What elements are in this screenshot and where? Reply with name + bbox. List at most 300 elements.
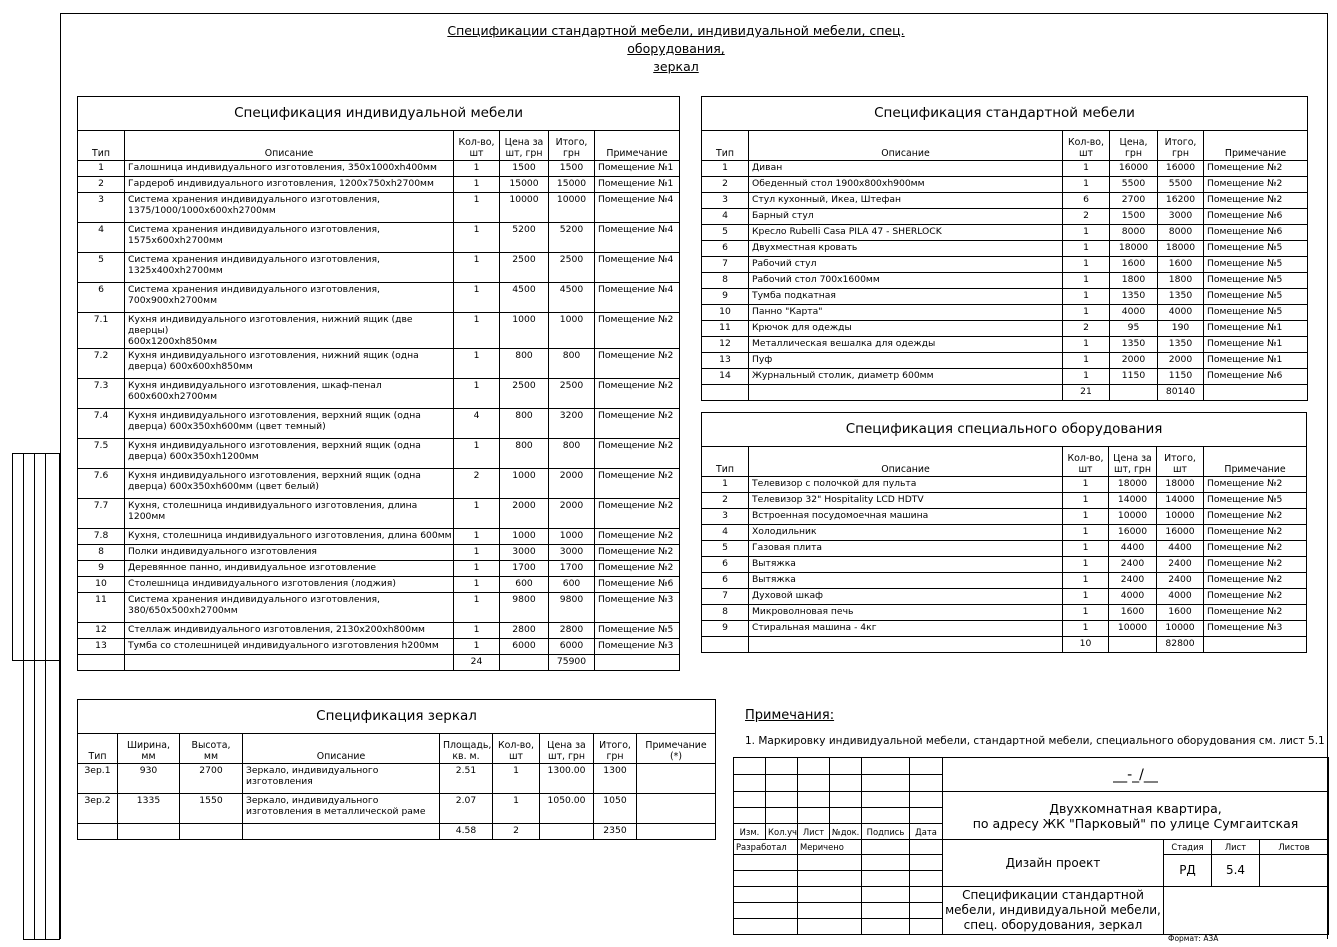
table-cell: 10000: [1157, 509, 1204, 525]
table-cell: 2400: [1109, 557, 1157, 573]
table-row: [702, 353, 1308, 369]
table-row: [78, 545, 680, 561]
table-cell: Тумба подкатная: [749, 289, 1063, 305]
table-cell: 18000: [1157, 477, 1204, 493]
table-row: [78, 313, 680, 349]
table-cell: Помещение №2: [595, 439, 680, 469]
design-label: Дизайн проект: [943, 840, 1164, 886]
table-cell: 1: [1063, 353, 1110, 369]
table-cell: 3: [702, 193, 749, 209]
table-cell: 1150: [1158, 369, 1204, 385]
table-cell: Система хранения индивидуального изготовления, 1325x400xh2700мм: [125, 253, 454, 283]
table-cell: 4000: [1109, 589, 1157, 605]
table-cell: Помещение №2: [595, 379, 680, 409]
table-cell: 1350: [1110, 289, 1158, 305]
note-item: 1. Маркировку индивидуальной мебели, стандартной мебели, специального оборудования см. лист 5.1: [745, 735, 1325, 747]
table-cell: Помещение №3: [595, 639, 680, 655]
table-cell: Зеркало, индивидуального изготовления в металлической раме: [243, 794, 440, 824]
table-cell: Кухня индивидуального изготовления, верхний ящик (одна дверца) 600x350xh600мм (цвет белый): [125, 469, 454, 499]
table-row: [702, 573, 1307, 589]
table-cell: [1110, 385, 1158, 401]
table-cell: Помещение №4: [595, 223, 680, 253]
column-header: Примечание: [1204, 447, 1307, 477]
table-cell: 4000: [1157, 589, 1204, 605]
table-row: [702, 621, 1307, 637]
column-header: Кол-во, шт: [1063, 131, 1110, 161]
table-cell: 2000: [1110, 353, 1158, 369]
project-title: Двухкомнатная квартира, по адресу ЖК "Парковый" по улице Сумгаитская: [943, 792, 1329, 840]
table-cell: 12: [78, 623, 125, 639]
table-cell: 1: [493, 764, 540, 794]
table-cell: Помещение №2: [1204, 525, 1307, 541]
table-cell: 10: [702, 305, 749, 321]
table-cell: 2500: [549, 379, 595, 409]
table-cell: 3000: [1158, 209, 1204, 225]
table-cell: 10000: [500, 193, 549, 223]
table-cell: 10000: [1157, 621, 1204, 637]
table-cell: Галошница индивидуального изготовления, 350x1000xh400мм: [125, 161, 454, 177]
table-row: [78, 623, 680, 639]
table-cell: 1000: [549, 529, 595, 545]
table-cell: 3000: [549, 545, 595, 561]
table-cell: 8000: [1110, 225, 1158, 241]
table-cell: 1: [454, 499, 500, 529]
table-cell: [749, 637, 1063, 653]
column-header: Кол-во, шт: [454, 131, 500, 161]
table-cell: 2400: [1157, 557, 1204, 573]
table-row: [702, 177, 1308, 193]
table-cell: Помещение №5: [1204, 257, 1308, 273]
column-header: Итого, грн: [594, 734, 637, 764]
table-row: [702, 477, 1307, 493]
table-cell: 1: [1063, 525, 1109, 541]
table-cell: 930: [118, 764, 180, 794]
table-cell: Кухня индивидуального изготовления, нижний ящик (две дверцы) 600x1200xh850мм: [125, 313, 454, 349]
table-cell: 1: [1063, 305, 1110, 321]
table-cell: 1: [1063, 589, 1109, 605]
table-header-row: [78, 131, 680, 161]
table-cell: Двухместная кровать: [749, 241, 1063, 257]
table-cell: Зеркало, индивидуального изготовления: [243, 764, 440, 794]
table-cell: 1: [454, 283, 500, 313]
table-cell: 1335: [118, 794, 180, 824]
table-cell: Помещение №4: [595, 193, 680, 223]
table-cell: 7.6: [78, 469, 125, 499]
table-cell: 1350: [1158, 337, 1204, 353]
table-cell: 1: [1063, 557, 1109, 573]
table-cell: 75900: [549, 655, 595, 671]
table-cell: 1: [493, 794, 540, 824]
table-cell: [702, 385, 749, 401]
col-label-list: Лист: [798, 824, 830, 840]
table-row: [702, 193, 1308, 209]
table-cell: 4400: [1109, 541, 1157, 557]
table-cell: 2500: [500, 379, 549, 409]
col-label-izm: Изм.: [734, 824, 766, 840]
table-row: [78, 529, 680, 545]
table-cell: 1800: [1110, 273, 1158, 289]
table-cell: 5: [702, 225, 749, 241]
table-cell: 16000: [1109, 525, 1157, 541]
table-cell: 1050.00: [540, 794, 594, 824]
column-header: Описание: [125, 131, 454, 161]
table-cell: Холодильник: [749, 525, 1063, 541]
table-cell: Зер.2: [78, 794, 118, 824]
table-cell: Рабочий стол 700x1600мм: [749, 273, 1063, 289]
table-cell: Рабочий стул: [749, 257, 1063, 273]
stage-value: РД: [1164, 854, 1212, 886]
column-header: Высота, мм: [180, 734, 243, 764]
table-cell: 13: [702, 353, 749, 369]
table-cell: 1: [454, 177, 500, 193]
table-cell: [637, 794, 716, 824]
table-cell: 1700: [500, 561, 549, 577]
table-cell: [1204, 385, 1308, 401]
table-row: [702, 273, 1308, 289]
table-cell: Крючок для одежды: [749, 321, 1063, 337]
table-header-row: [78, 734, 716, 764]
table-cell: 1: [1063, 337, 1110, 353]
table-cell: 9800: [500, 593, 549, 623]
table-cell: 7.7: [78, 499, 125, 529]
table-row: [702, 493, 1307, 509]
table-row: [78, 593, 680, 623]
table-cell: Помещение №6: [1204, 369, 1308, 385]
table-cell: 1: [1063, 509, 1109, 525]
table-cell: 8000: [1158, 225, 1204, 241]
table-cell: 2500: [549, 253, 595, 283]
table-cell: 10000: [1109, 621, 1157, 637]
individual-furniture-table: [77, 96, 680, 671]
column-header: Цена за шт, грн: [540, 734, 594, 764]
table-cell: 800: [500, 439, 549, 469]
column-header: Цена, грн: [1110, 131, 1158, 161]
table-cell: 5200: [549, 223, 595, 253]
table-cell: 1: [454, 379, 500, 409]
table-cell: 4: [702, 209, 749, 225]
table-cell: 15000: [549, 177, 595, 193]
table-cell: 1000: [500, 469, 549, 499]
table-row: [78, 439, 680, 469]
table-cell: Панно "Карта": [749, 305, 1063, 321]
table-cell: [749, 385, 1063, 401]
table-cell: Кухня индивидуального изготовления, нижний ящик (одна дверца) 600x600xh850мм: [125, 349, 454, 379]
total-row: [78, 655, 680, 671]
table-cell: Телевизор 32" Hospitality LCD HDTV: [749, 493, 1063, 509]
col-label-signature: Подпись: [862, 824, 910, 840]
table-cell: Вытяжка: [749, 573, 1063, 589]
table-cell: [78, 655, 125, 671]
table-cell: 1300.00: [540, 764, 594, 794]
column-header: Итого, грн: [549, 131, 595, 161]
table-row: [702, 241, 1308, 257]
table-cell: 1: [454, 593, 500, 623]
notes-heading: Примечания:: [745, 708, 835, 723]
table-cell: 2800: [549, 623, 595, 639]
column-header: Итого, грн: [1158, 131, 1204, 161]
table-cell: 1: [454, 223, 500, 253]
table-cell: [78, 824, 118, 840]
table-cell: 11: [702, 321, 749, 337]
table-cell: Помещение №2: [595, 349, 680, 379]
table-cell: Металлическая вешалка для одежды: [749, 337, 1063, 353]
table-cell: 800: [549, 439, 595, 469]
table-cell: 1000: [500, 529, 549, 545]
table-cell: Помещение №1: [1204, 337, 1308, 353]
column-header: Цена за шт, грн: [1109, 447, 1157, 477]
table-cell: 6: [78, 283, 125, 313]
column-header: Описание: [243, 734, 440, 764]
table-cell: Помещение №4: [595, 283, 680, 313]
table-cell: 6: [1063, 193, 1110, 209]
table-cell: Обеденный стол 1900x800xh900мм: [749, 177, 1063, 193]
table-cell: Помещение №1: [595, 161, 680, 177]
table-cell: Помещение №2: [1204, 573, 1307, 589]
table-cell: 2000: [1158, 353, 1204, 369]
table-cell: 1: [454, 529, 500, 545]
table-cell: 15000: [500, 177, 549, 193]
table-cell: 82800: [1157, 637, 1204, 653]
table-cell: Помещение №2: [595, 499, 680, 529]
table-cell: Помещение №3: [595, 593, 680, 623]
table-cell: Диван: [749, 161, 1063, 177]
special-equipment-table: [701, 412, 1307, 653]
column-header: Примечание: [595, 131, 680, 161]
table-cell: 1000: [549, 313, 595, 349]
table-row: [702, 305, 1308, 321]
table-cell: 10: [78, 577, 125, 593]
table-cell: 4400: [1157, 541, 1204, 557]
table-row: [78, 764, 716, 794]
table-cell: 5: [702, 541, 749, 557]
table-cell: 16000: [1158, 161, 1204, 177]
table-cell: 2350: [594, 824, 637, 840]
table-cell: Микроволновая печь: [749, 605, 1063, 621]
table-cell: Система хранения индивидуального изготовления, 1375/1000/1000x600xh2700мм: [125, 193, 454, 223]
table-cell: 2000: [549, 469, 595, 499]
table-row: [702, 257, 1308, 273]
table-cell: Тумба со столешницей индивидуального изготовления h200мм: [125, 639, 454, 655]
table-cell: [1109, 637, 1157, 653]
table-cell: Кресло Rubelli Casa PILA 47 - SHERLOCK: [749, 225, 1063, 241]
table-cell: 2: [702, 493, 749, 509]
table-cell: 9800: [549, 593, 595, 623]
table-cell: [118, 824, 180, 840]
table-cell: 1350: [1110, 337, 1158, 353]
stage-label: Стадия: [1164, 840, 1212, 854]
table-cell: Помещение №5: [1204, 289, 1308, 305]
table-cell: Гардероб индивидуального изготовления, 1200x750xh2700мм: [125, 177, 454, 193]
sheet-title: Спецификации стандартной мебели, индивидуальной мебели, спец. оборудования, зеркал: [943, 886, 1164, 934]
table-cell: 1: [1063, 621, 1109, 637]
table-cell: 9: [78, 561, 125, 577]
table-cell: 3200: [549, 409, 595, 439]
table-cell: 1: [1063, 225, 1110, 241]
table-cell: [125, 655, 454, 671]
table-cell: 16200: [1158, 193, 1204, 209]
table-cell: 2: [78, 177, 125, 193]
col-label-ndok: №док.: [830, 824, 862, 840]
table-cell: [595, 655, 680, 671]
table-cell: Стиральная машина - 4кг: [749, 621, 1063, 637]
table-cell: 1: [702, 161, 749, 177]
table-row: [78, 177, 680, 193]
table-cell: 8: [702, 605, 749, 621]
sheets-label: Листов: [1260, 840, 1329, 854]
table-row: [78, 409, 680, 439]
table-cell: 1: [454, 561, 500, 577]
column-header: Тип: [78, 734, 118, 764]
table-row: [78, 161, 680, 177]
table-cell: Помещение №2: [1204, 509, 1307, 525]
table-cell: 6: [702, 573, 749, 589]
table-cell: 1: [1063, 605, 1109, 621]
table-cell: 1000: [500, 313, 549, 349]
table-cell: Зер.1: [78, 764, 118, 794]
table-cell: 7.3: [78, 379, 125, 409]
table-cell: 1: [454, 161, 500, 177]
column-header: Описание: [749, 447, 1063, 477]
column-header: Площадь, кв. м.: [440, 734, 493, 764]
table-cell: 11: [78, 593, 125, 623]
table-cell: 4000: [1158, 305, 1204, 321]
table-cell: 2: [493, 824, 540, 840]
table-cell: Помещение №1: [1204, 353, 1308, 369]
column-header: Тип: [702, 447, 749, 477]
total-row: [702, 385, 1308, 401]
table-cell: 5500: [1158, 177, 1204, 193]
table-row: [78, 561, 680, 577]
table-cell: Помещение №2: [1204, 477, 1307, 493]
table-cell: 2: [1063, 321, 1110, 337]
table-cell: 7: [702, 589, 749, 605]
table-cell: 1: [1063, 289, 1110, 305]
column-header: Примечание: [1204, 131, 1308, 161]
table-title: Спецификация индивидуальной мебели: [78, 97, 680, 131]
table-cell: Помещение №3: [1204, 621, 1307, 637]
table-row: [702, 525, 1307, 541]
table-cell: 4500: [549, 283, 595, 313]
table-row: [702, 369, 1308, 385]
table-cell: Кухня, столешница индивидуального изготовления, длина 1200мм: [125, 499, 454, 529]
table-cell: Помещение №6: [1204, 225, 1308, 241]
table-cell: Помещение №2: [595, 409, 680, 439]
table-cell: 12: [702, 337, 749, 353]
table-cell: 600: [500, 577, 549, 593]
table-cell: Газовая плита: [749, 541, 1063, 557]
table-cell: 1: [1063, 477, 1109, 493]
binding-strip: [12, 453, 60, 939]
table-cell: Помещение №2: [595, 529, 680, 545]
table-cell: Система хранения индивидуального изготовления, 380/650x500xh2700мм: [125, 593, 454, 623]
table-cell: [500, 655, 549, 671]
table-cell: Помещение №2: [595, 561, 680, 577]
table-cell: 1: [1063, 493, 1109, 509]
table-cell: 2000: [500, 499, 549, 529]
table-cell: Кухня индивидуального изготовления, верхний ящик (одна дверца) 600x350xh600мм (цвет темный): [125, 409, 454, 439]
table-cell: 1050: [594, 794, 637, 824]
table-cell: Помещение №2: [595, 313, 680, 349]
table-cell: Помещение №2: [1204, 557, 1307, 573]
column-header: Итого, шт: [1157, 447, 1204, 477]
table-cell: 7.4: [78, 409, 125, 439]
table-cell: 1: [1063, 241, 1110, 257]
table-cell: 1600: [1158, 257, 1204, 273]
table-row: [78, 193, 680, 223]
table-cell: 1500: [549, 161, 595, 177]
table-cell: 7: [702, 257, 749, 273]
drawing-code: __-_/__: [943, 758, 1329, 792]
table-cell: [702, 637, 749, 653]
table-cell: 2.51: [440, 764, 493, 794]
table-cell: Столешница индивидуального изготовления (лоджия): [125, 577, 454, 593]
table-cell: Помещение №1: [595, 177, 680, 193]
table-cell: 8: [702, 273, 749, 289]
table-cell: Система хранения индивидуального изготовления, 700x900xh2700мм: [125, 283, 454, 313]
table-cell: Духовой шкаф: [749, 589, 1063, 605]
table-cell: 2000: [549, 499, 595, 529]
table-cell: 3000: [500, 545, 549, 561]
table-cell: 2500: [500, 253, 549, 283]
table-cell: 7.5: [78, 439, 125, 469]
table-cell: 1: [454, 193, 500, 223]
table-cell: Стеллаж индивидуального изготовления, 2130x200xh800мм: [125, 623, 454, 639]
table-cell: Вытяжка: [749, 557, 1063, 573]
table-cell: Стул кухонный, Икеа, Штефан: [749, 193, 1063, 209]
table-cell: 4: [454, 409, 500, 439]
table-cell: 18000: [1158, 241, 1204, 257]
table-cell: 21: [1063, 385, 1110, 401]
table-row: [78, 577, 680, 593]
table-row: [702, 209, 1308, 225]
table-cell: Деревянное панно, индивидуальное изготовление: [125, 561, 454, 577]
table-cell: 1: [454, 639, 500, 655]
table-cell: Помещение №2: [595, 469, 680, 499]
table-cell: 1600: [1157, 605, 1204, 621]
table-cell: 5500: [1110, 177, 1158, 193]
table-row: [78, 379, 680, 409]
table-row: [702, 589, 1307, 605]
column-header: Тип: [702, 131, 749, 161]
table-cell: 7.1: [78, 313, 125, 349]
table-cell: 6: [702, 557, 749, 573]
table-cell: 1: [1063, 573, 1109, 589]
table-cell: 9: [702, 289, 749, 305]
table-cell: Помещение №2: [1204, 193, 1308, 209]
table-row: [78, 469, 680, 499]
table-cell: 1: [702, 477, 749, 493]
table-row: [78, 794, 716, 824]
format-label: Формат: А3А: [1168, 934, 1219, 943]
table-cell: 10: [1063, 637, 1109, 653]
table-cell: 6000: [549, 639, 595, 655]
table-row: [702, 557, 1307, 573]
table-row: [78, 499, 680, 529]
table-cell: 4500: [500, 283, 549, 313]
table-cell: 1: [454, 439, 500, 469]
table-cell: 1800: [1158, 273, 1204, 289]
table-cell: 4.58: [440, 824, 493, 840]
table-cell: 2700: [1110, 193, 1158, 209]
table-row: [702, 161, 1308, 177]
table-cell: 1600: [1110, 257, 1158, 273]
table-cell: Система хранения индивидуального изготовления, 1575x600xh2700мм: [125, 223, 454, 253]
column-header: Кол-во, шт: [1063, 447, 1109, 477]
table-row: [702, 225, 1308, 241]
total-row: [702, 637, 1307, 653]
table-cell: 1: [454, 545, 500, 561]
table-row: [702, 509, 1307, 525]
